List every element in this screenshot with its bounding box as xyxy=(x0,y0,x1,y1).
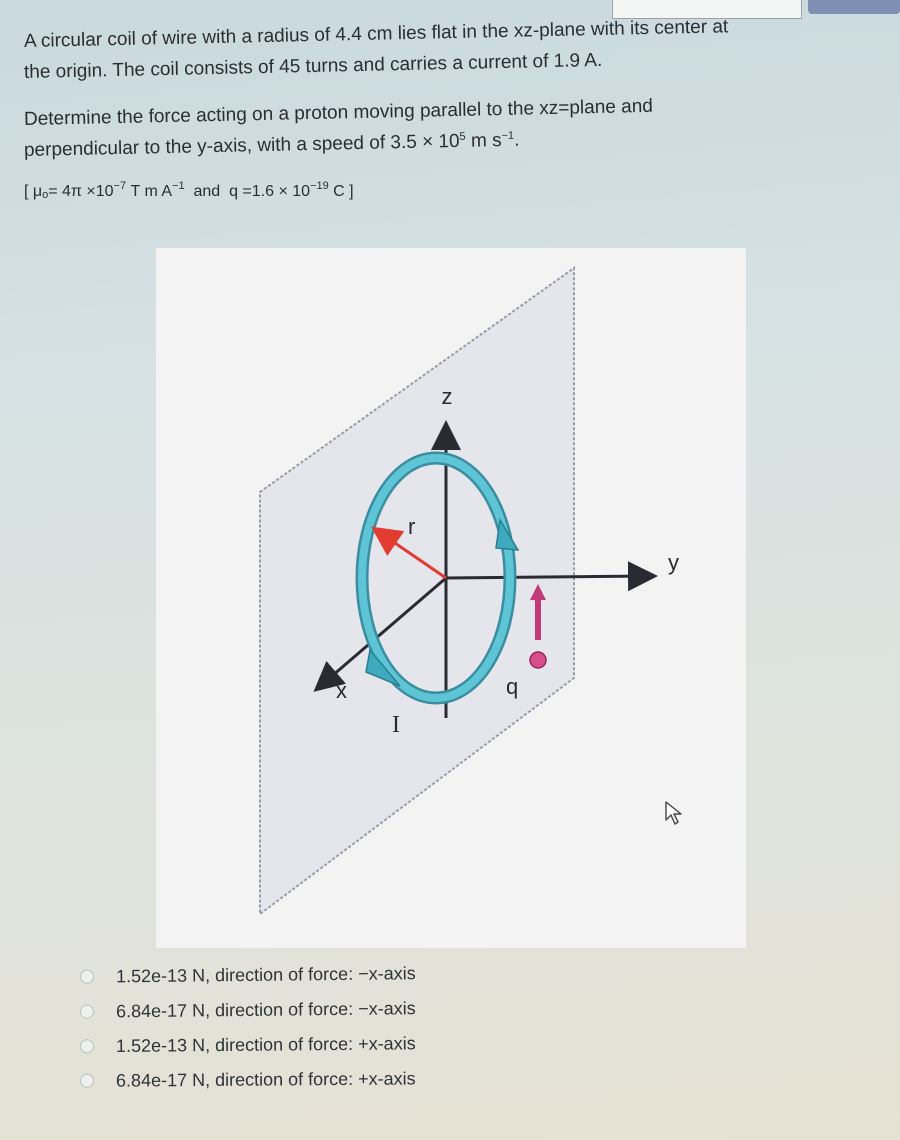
question-line: Determine the force acting on a proton moving parallel to the xz=plane and xyxy=(23,95,654,130)
answer-option[interactable] xyxy=(80,955,600,992)
option-label: 1.52e-13 N, direction of force: −x-axis xyxy=(115,962,416,986)
label-x: x xyxy=(336,678,347,703)
radio-button[interactable] xyxy=(80,1039,94,1053)
constants-line xyxy=(24,176,854,207)
mouse-pointer-icon xyxy=(664,800,686,826)
option-label: 1.52e-13 N, direction of force: +x-axis xyxy=(115,1032,416,1056)
answer-option[interactable] xyxy=(80,1026,600,1063)
mu-symbol: [ μ xyxy=(24,183,43,200)
label-z: z xyxy=(441,384,453,409)
label-q: q xyxy=(506,674,519,699)
mu-unit: T m A xyxy=(126,183,173,200)
exponent: −7 xyxy=(113,180,127,192)
proton-charge xyxy=(530,652,546,668)
mu-value: = 4π ×10 xyxy=(48,183,114,200)
y-axis xyxy=(446,576,652,578)
label-y: y xyxy=(668,550,679,575)
answer-option[interactable] xyxy=(80,1061,600,1097)
radio-button[interactable] xyxy=(80,1074,94,1088)
speed-text: perpendicular to the y-axis, with a speed of 3.5 × 10 xyxy=(23,130,460,161)
coil-diagram xyxy=(156,248,746,948)
answer-options xyxy=(80,958,600,1098)
exponent: 5 xyxy=(459,130,466,143)
label-r: r xyxy=(408,514,416,539)
label-current: I xyxy=(392,712,400,738)
subscript: o xyxy=(42,189,49,201)
exponent: −19 xyxy=(310,180,329,192)
option-label: 6.84e-17 N, direction of force: −x-axis xyxy=(115,997,416,1021)
period: . xyxy=(513,129,520,151)
radio-button[interactable] xyxy=(80,970,94,984)
question-line: the origin. The coil consists of 45 turns and carries a current of 1.9 A. xyxy=(23,49,603,83)
question-text xyxy=(23,16,854,207)
exponent: −1 xyxy=(172,180,185,192)
charge-value: q =1.6 × 10 xyxy=(229,183,311,200)
question-line: A circular coil of wire with a radius of 4.4 cm lies flat in the xz-plane with its center at xyxy=(23,16,729,52)
exponent: −1 xyxy=(501,129,515,142)
answer-option[interactable] xyxy=(80,990,600,1027)
unit: m s xyxy=(465,129,502,152)
radio-button[interactable] xyxy=(80,1005,94,1019)
option-label: 6.84e-17 N, direction of force: +x-axis xyxy=(115,1067,416,1091)
and-text: and xyxy=(184,183,230,200)
charge-unit: C ] xyxy=(328,183,354,200)
